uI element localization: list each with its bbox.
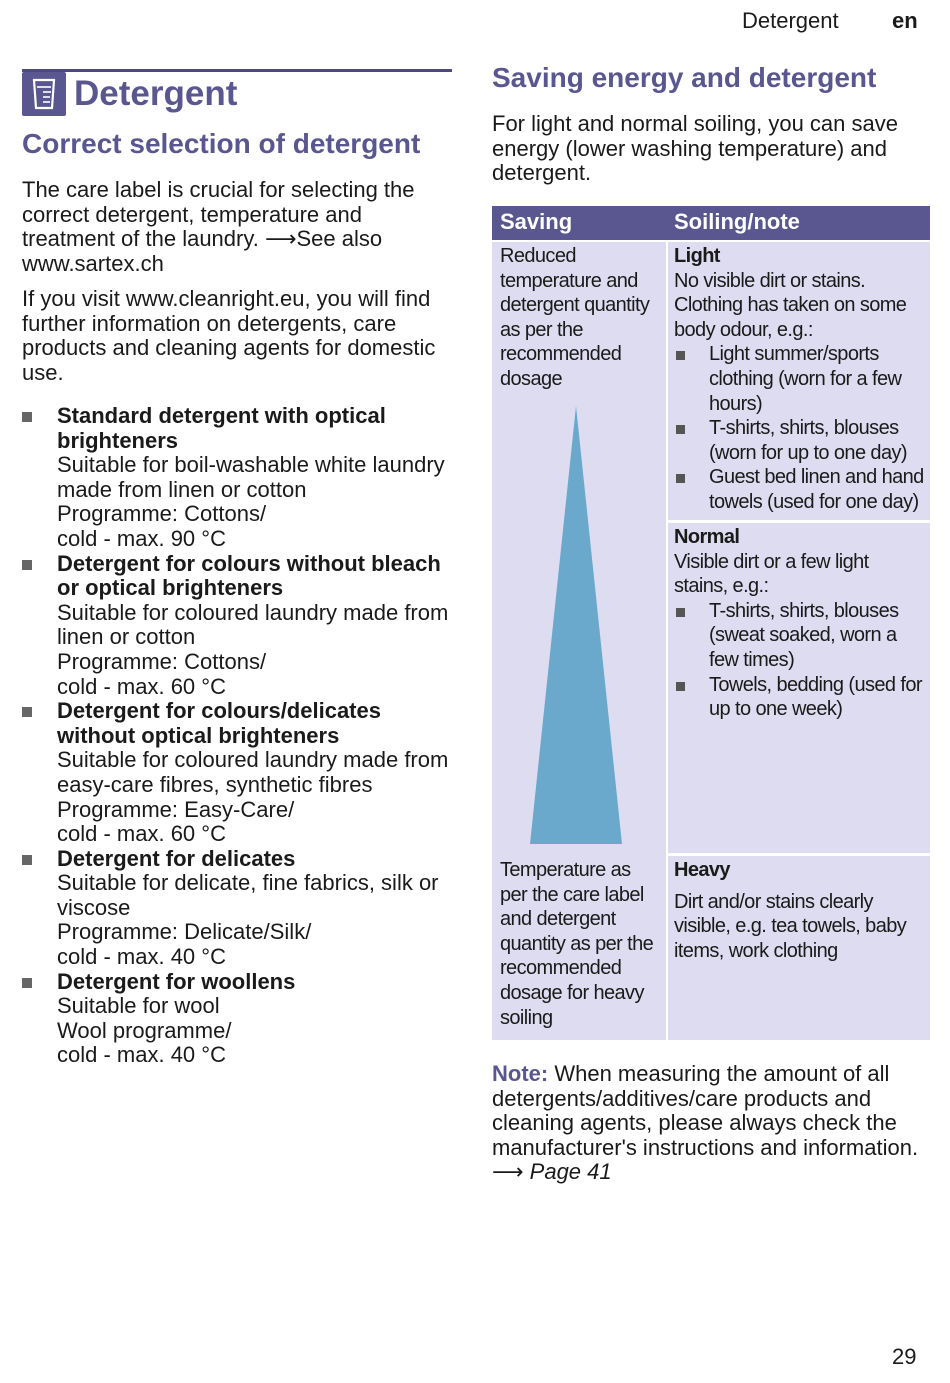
detergent-temp: cold - max. 90 °C [57, 525, 226, 551]
list-item-text: T-shirts, shirts, blouses (sweat soaked, worn a few times) [709, 599, 899, 671]
note-text: When measuring the amount of all detergents/additives/care products and cleaning agents, please always check the manufacturer's instructions and information. ⟶ [492, 1061, 919, 1185]
list-item [22, 699, 452, 847]
bullet-square-icon [22, 412, 32, 422]
soiling-heavy-desc: Dirt and/or stains clearly visible, e.g. tea towels, baby items, work clothing [674, 890, 907, 962]
saving-wedge-graphic [528, 406, 624, 846]
soiling-level-normal: Normal [674, 526, 740, 548]
bullet-square-icon [22, 707, 32, 717]
saving-section-title: Saving energy and detergent [492, 62, 877, 93]
soiling-normal-list [674, 599, 926, 722]
list-item [674, 342, 926, 416]
bullet-square-icon [676, 351, 685, 360]
detergent-temp: cold - max. 60 °C [57, 673, 226, 699]
note-paragraph [492, 1062, 922, 1185]
detergent-desc: Suitable for coloured laundry made from easy-care fibres, synthetic fibres [57, 747, 449, 797]
bullet-square-icon [676, 608, 685, 617]
detergent-temp: cold - max. 40 °C [57, 944, 226, 970]
bullet-square-icon [676, 474, 685, 483]
detergent-programme: Programme: Cottons/ [57, 648, 267, 674]
page-reference-link[interactable]: Page 41 [529, 1159, 612, 1185]
detergent-desc: Suitable for boil-washable white laundry made from linen or cotton [57, 452, 445, 502]
list-item [22, 847, 452, 970]
list-item-text: Guest bed linen and hand towels (used for one day) [709, 466, 924, 513]
soiling-heavy-cell [668, 856, 930, 1040]
soiling-light-list [674, 342, 926, 514]
detergent-programme: Wool programme/ [57, 1017, 232, 1043]
list-item-text: T-shirts, shirts, blouses (worn for up to one day) [709, 417, 907, 464]
list-item [674, 599, 926, 673]
list-item [674, 465, 926, 514]
detergent-name: Standard detergent with optical brighteners [57, 403, 386, 453]
header-section-name: Detergent [742, 8, 839, 33]
list-item [674, 673, 926, 722]
detergent-programme: Programme: Easy-Care/ [57, 796, 295, 822]
detergent-programme: Programme: Cottons/ [57, 501, 267, 527]
care-label-paragraph: The care label is crucial for selecting the correct detergent, temperature and treatment of the laundry. ⟶See also www.sartex.ch [22, 177, 415, 276]
detergent-temp: cold - max. 60 °C [57, 821, 226, 847]
soiling-level-heavy: Heavy [674, 859, 730, 881]
detergent-name: Detergent for colours without bleach or optical brighteners [57, 550, 441, 601]
detergent-name: Detergent for delicates [57, 845, 296, 871]
bullet-square-icon [22, 855, 32, 865]
bullet-square-icon [676, 682, 685, 691]
detergent-list [22, 404, 452, 1068]
detergent-programme: Programme: Delicate/Silk/ [57, 919, 312, 945]
soiling-light-cell [668, 242, 930, 520]
title-rule [22, 69, 452, 72]
soiling-normal-desc: Visible dirt or a few light stains, e.g.: [674, 550, 869, 598]
detergent-desc: Suitable for coloured laundry made from linen or cotton [57, 599, 449, 650]
page-title: Detergent [74, 74, 238, 113]
list-item-text: Towels, bedding (used for up to one week) [709, 673, 922, 721]
detergent-desc: Suitable for wool [57, 993, 220, 1019]
soiling-level-light: Light [674, 245, 720, 267]
saving-column-cell [492, 242, 666, 1040]
page-number: 29 [892, 1344, 917, 1369]
cleanright-paragraph: If you visit www.cleanright.eu, you will find further information on detergents, care products and cleaning agents for domestic use. [22, 286, 436, 385]
detergent-dispenser-icon [22, 72, 66, 116]
saving-intro-paragraph: For light and normal soiling, you can save energy (lower washing temperature) and detergent. [492, 111, 898, 186]
column-header-saving: Saving [500, 209, 573, 234]
saving-reduced-text: Reduced temperature and detergent quantity as per the recommended dosage [500, 245, 650, 390]
bullet-square-icon [22, 560, 32, 570]
soiling-normal-cell [668, 523, 930, 853]
detergent-temp: cold - max. 40 °C [57, 1042, 226, 1068]
header-language: en [892, 8, 918, 33]
table-header [492, 206, 930, 240]
section-subtitle: Correct selection of detergent [22, 128, 421, 159]
note-label: Note: [492, 1061, 549, 1086]
detergent-name: Detergent for colours/delicates without optical brighteners [57, 698, 381, 748]
list-item-text: Light summer/sports clothing (worn for a few hours) [709, 343, 902, 415]
list-item [674, 416, 926, 465]
list-item [22, 970, 452, 1068]
detergent-desc: Suitable for delicate, fine fabrics, silk or viscose [57, 870, 439, 920]
detergent-name: Detergent for woollens [57, 968, 296, 994]
saving-heavy-text: Temperature as per the care label and detergent quantity as per the recommended dosage for heavy soiling [500, 859, 654, 1029]
bullet-square-icon [22, 978, 32, 988]
bullet-square-icon [676, 425, 685, 434]
list-item [22, 552, 452, 700]
list-item [22, 404, 452, 552]
column-header-soiling: Soiling/note [674, 209, 800, 234]
soiling-light-desc: No visible dirt or stains. Clothing has taken on some body odour, e.g.: [674, 269, 907, 341]
